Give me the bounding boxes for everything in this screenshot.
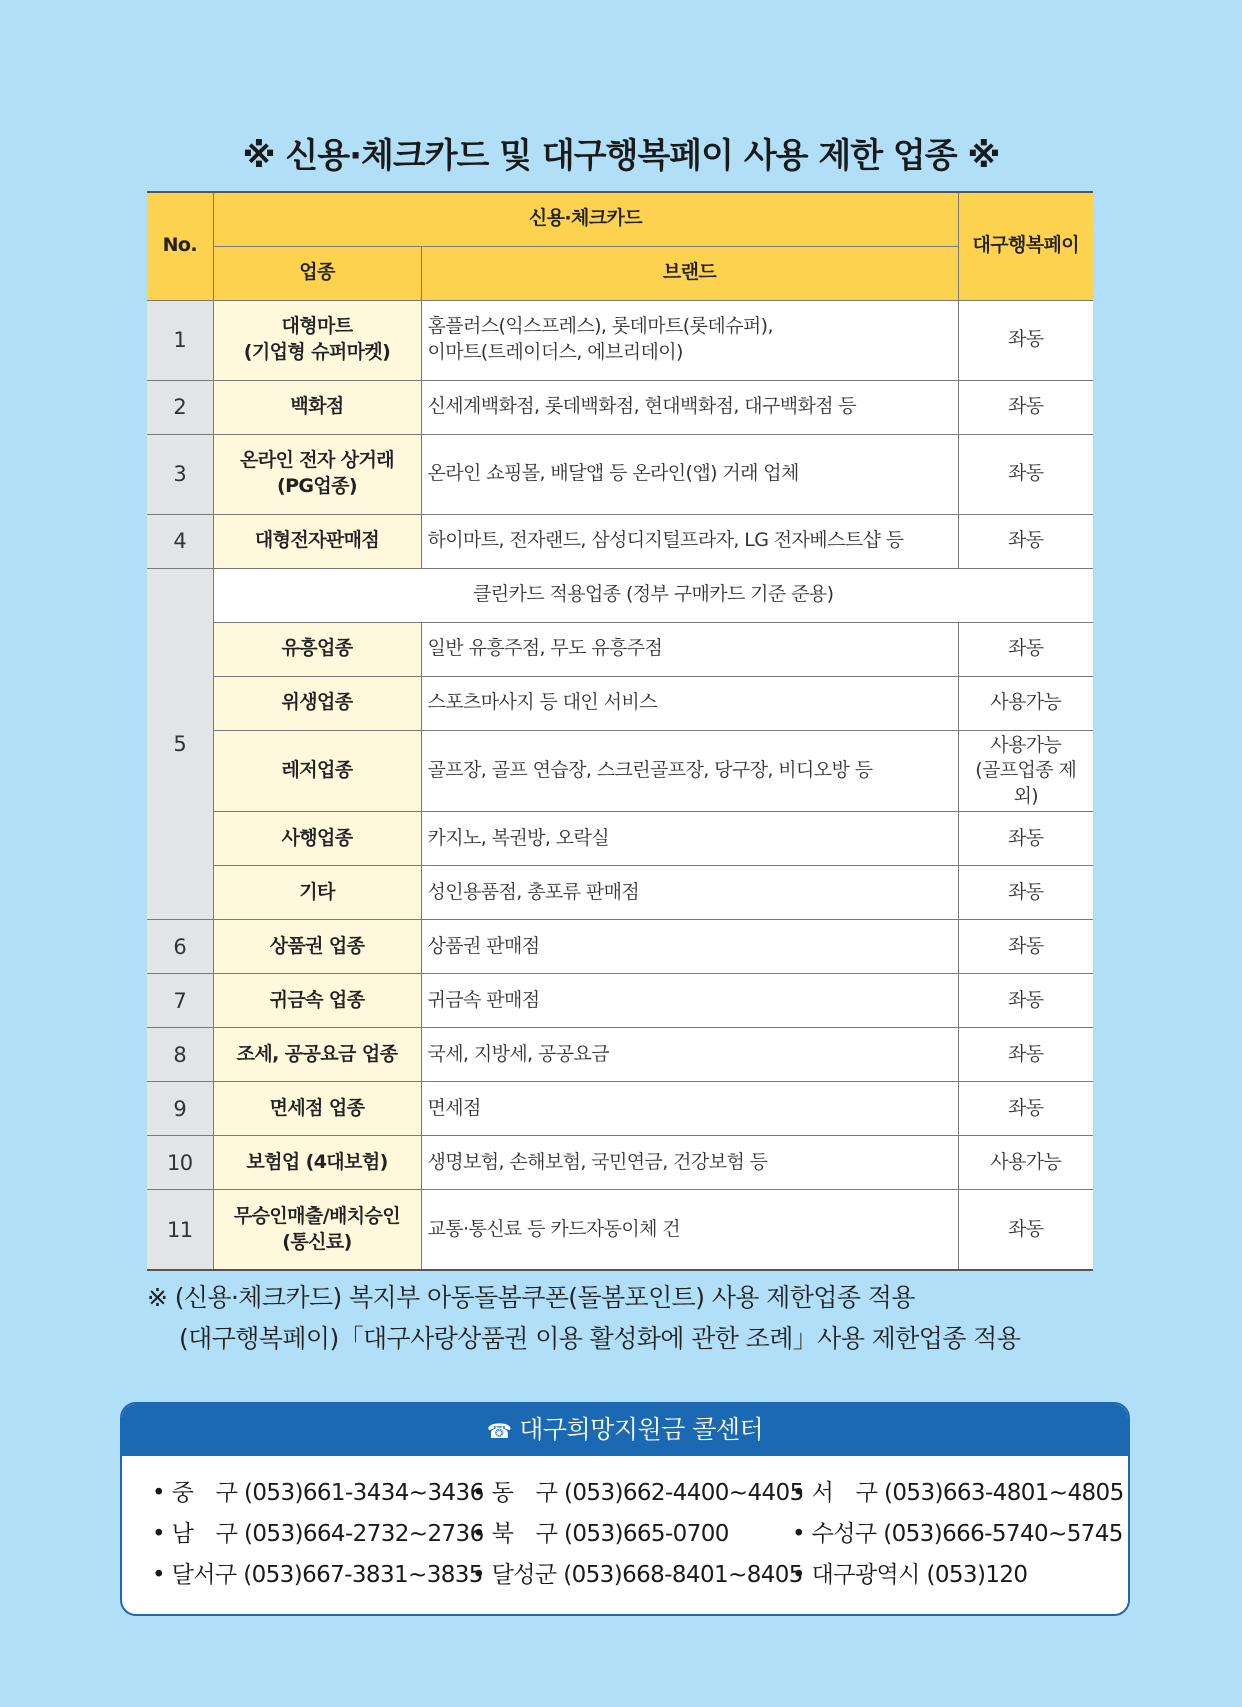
row-no: 10: [147, 1136, 213, 1190]
row-brand: 신세계백화점, 롯데백화점, 현대백화점, 대구백화점 등: [421, 380, 958, 434]
row-no: 4: [147, 514, 213, 568]
contact-item: • 달서구 (053)667-3831~3835: [152, 1562, 483, 1588]
contact-item: • 북 구 (053)665-0700: [472, 1521, 729, 1547]
table-row: [147, 622, 1093, 676]
row-category: 레저업종: [213, 730, 421, 812]
contact-item: • 서 구 (053)663-4801~4805: [792, 1480, 1124, 1506]
row-brand: 온라인 쇼핑몰, 배달앱 등 온라인(앱) 거래 업체: [421, 434, 958, 514]
contact-item: • 중 구 (053)661-3434~3436: [152, 1480, 484, 1506]
row-category: 대형마트 (기업형 슈퍼마켓): [213, 300, 421, 380]
phone-icon: ☎: [486, 1419, 512, 1443]
table-row: [147, 514, 1093, 568]
row-no: 5: [147, 568, 213, 920]
table-row: [147, 1190, 1093, 1270]
table-row: [147, 568, 1093, 622]
row-no: 2: [147, 380, 213, 434]
table-row: [147, 1136, 1093, 1190]
row-pay: 좌동: [958, 866, 1093, 920]
row-pay: 좌동: [958, 1190, 1093, 1270]
row-category: 조세, 공공요금 업종: [213, 1028, 421, 1082]
row-brand: 면세점: [421, 1082, 958, 1136]
callcenter-header: [122, 1404, 1128, 1456]
table-row: [147, 866, 1093, 920]
row-pay: 좌동: [958, 920, 1093, 974]
table-row: [147, 920, 1093, 974]
contact-list: [122, 1456, 1128, 1593]
row-no: 8: [147, 1028, 213, 1082]
table-row: [147, 730, 1093, 812]
row-pay: 좌동: [958, 1082, 1093, 1136]
table-row: [147, 676, 1093, 730]
row-no: 3: [147, 434, 213, 514]
row-brand: 홈플러스(익스프레스), 롯데마트(롯데슈퍼), 이마트(트레이더스, 에브리데이): [421, 300, 958, 380]
table-row: [147, 812, 1093, 866]
table-row: [147, 1082, 1093, 1136]
row-no: 7: [147, 974, 213, 1028]
page-title: ※ 신용·체크카드 및 대구행복페이 사용 제한 업종 ※: [242, 136, 1000, 176]
row-brand: 교통·통신료 등 카드자동이체 건: [421, 1190, 958, 1270]
header-no: No.: [147, 192, 213, 300]
row-pay: 좌동: [958, 300, 1093, 380]
notes: [147, 1278, 1107, 1359]
row-brand: 귀금속 판매점: [421, 974, 958, 1028]
row-pay: 좌동: [958, 380, 1093, 434]
row-brand: 상품권 판매점: [421, 920, 958, 974]
row-category: 위생업종: [213, 676, 421, 730]
row-pay: 사용가능: [958, 1136, 1093, 1190]
row-brand: 카지노, 복권방, 오락실: [421, 812, 958, 866]
row-brand: 스포츠마사지 등 대인 서비스: [421, 676, 958, 730]
row-brand: 일반 유흥주점, 무도 유흥주점: [421, 622, 958, 676]
row-pay: 좌동: [958, 812, 1093, 866]
row-brand: 생명보험, 손해보험, 국민연금, 건강보험 등: [421, 1136, 958, 1190]
table-row: [147, 300, 1093, 380]
row-category: 대형전자판매점: [213, 514, 421, 568]
row-pay: 좌동: [958, 514, 1093, 568]
note-line: (대구행복페이)「대구사랑상품권 이용 활성화에 관한 조례」사용 제한업종 적용: [179, 1323, 1021, 1353]
contact-row: [152, 1552, 1128, 1593]
row-no: 1: [147, 300, 213, 380]
row-category: 온라인 전자 상거래 (PG업종): [213, 434, 421, 514]
contact-row: [152, 1511, 1128, 1552]
table-row: [147, 974, 1093, 1028]
row-no: 11: [147, 1190, 213, 1270]
row-category: 백화점: [213, 380, 421, 434]
contact-item: • 수성구 (053)666-5740~5745: [792, 1521, 1123, 1547]
row-category: 기타: [213, 866, 421, 920]
callcenter-title: 대구희망지원금 콜센터: [519, 1415, 764, 1444]
row-category: 보험업 (4대보험): [213, 1136, 421, 1190]
row-brand: 하이마트, 전자랜드, 삼성디지털프라자, LG 전자베스트샵 등: [421, 514, 958, 568]
contact-item: • 남 구 (053)664-2732~2736: [152, 1521, 484, 1547]
table-row: [147, 380, 1093, 434]
row-category: 면세점 업종: [213, 1082, 421, 1136]
row-no: 9: [147, 1082, 213, 1136]
contact-row: [152, 1470, 1128, 1511]
note-line: ※ (신용·체크카드) 복지부 아동돌봄쿠폰(돌봄포인트) 사용 제한업종 적용: [147, 1283, 915, 1312]
contact-item: • 동 구 (053)662-4400~4405: [472, 1480, 804, 1506]
row-pay: 좌동: [958, 1028, 1093, 1082]
row-category: 귀금속 업종: [213, 974, 421, 1028]
row-category: 사행업종: [213, 812, 421, 866]
header-card-group: 신용·체크카드: [213, 192, 958, 246]
row-category: 유흥업종: [213, 622, 421, 676]
header-pay: 대구행복페이: [958, 192, 1093, 300]
row-pay: 좌동: [958, 974, 1093, 1028]
table-row: [147, 1028, 1093, 1082]
callcenter-box: [120, 1402, 1130, 1616]
table-row: [147, 434, 1093, 514]
header-category: 업종: [213, 246, 421, 300]
row-pay: 사용가능 (골프업종 제외): [958, 730, 1093, 812]
row-pay: 좌동: [958, 622, 1093, 676]
row-no: 6: [147, 920, 213, 974]
row-brand: 성인용품점, 총포류 판매점: [421, 866, 958, 920]
row-pay: 좌동: [958, 434, 1093, 514]
restriction-table: [147, 191, 1093, 1271]
contact-item: • 달성군 (053)668-8401~8405: [472, 1562, 803, 1588]
row-brand: 골프장, 골프 연습장, 스크린골프장, 당구장, 비디오방 등: [421, 730, 958, 812]
clean-card-note: 클린카드 적용업종 (정부 구매카드 기준 준용): [213, 568, 1093, 622]
row-category: 상품권 업종: [213, 920, 421, 974]
header-brand: 브랜드: [421, 246, 958, 300]
row-brand: 국세, 지방세, 공공요금: [421, 1028, 958, 1082]
row-category: 무승인매출/배치승인 (통신료): [213, 1190, 421, 1270]
contact-item: • 대구광역시 (053)120: [792, 1562, 1028, 1588]
row-pay: 사용가능: [958, 676, 1093, 730]
